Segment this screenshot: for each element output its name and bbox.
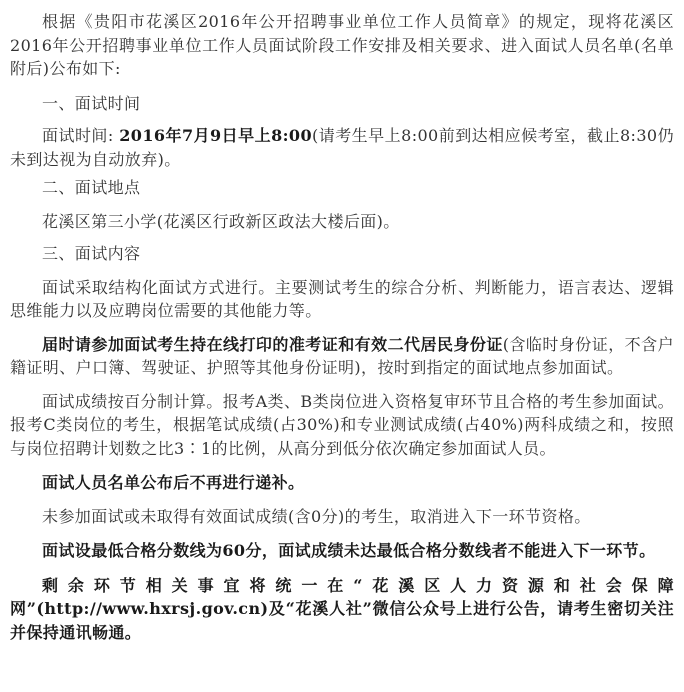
- min-score-paragraph: 面试设最低合格分数线为60分，面试成绩未达最低合格分数线者不能进入下一环节。: [42, 541, 656, 560]
- absent-rule-paragraph: 未参加面试或未取得有效面试成绩(含0分)的考生，取消进入下一环节资格。: [42, 506, 591, 526]
- id-requirement-rest: (含临时身份证，不含户籍证明、户口簿、驾驶证、护照等其他身份证明)，按时到指定的面试地点参加面试。: [10, 334, 674, 377]
- announcement-paragraph: 剩余环节相关事宜将统一在“花溪区人力资源和社会保障网”(http://www.hxrsj.gov.cn)及“花溪人社”微信公众号上进行公告，请考生密切关注并保持通讯畅通。: [10, 575, 674, 642]
- time-note: (请考生早上8:00前到达相应候考室，截止8:30仍未到达视为自动放弃)。: [10, 126, 674, 169]
- time-value: 2016年7月9日早上8:00: [119, 126, 312, 145]
- no-supplement-paragraph: 面试人员名单公布后不再进行递补。: [42, 473, 305, 492]
- section-heading-location: 二、面试地点: [42, 178, 141, 197]
- section-heading-time: 一、面试时间: [42, 93, 141, 113]
- id-requirement-paragraph: [10, 333, 674, 380]
- time-label: 面试时间:: [42, 126, 120, 145]
- id-requirement-bold: 届时请参加面试考生持在线打印的准考证和有效二代居民身份证: [42, 334, 503, 354]
- scoring-paragraph: 面试成绩按百分制计算。报考A类、B类岗位进入资格复审环节且合格的考生参加面试。报考C类岗位的考生，根据笔试成绩(占30%)和专业测试成绩(占40%)两科成绩之和，按照与岗位招聘计划数之比3∶1的比例，从高分到低分依次确定参加面试人员。: [10, 391, 674, 458]
- content-paragraph: 面试采取结构化面试方式进行。主要测试考生的综合分析、判断能力，语言表达、逻辑思维能力以及应聘岗位需要的其他能力等。: [10, 277, 674, 320]
- section-heading-content: 三、面试内容: [42, 244, 141, 263]
- location-paragraph: 花溪区第三小学(花溪区行政新区政法大楼后面)。: [42, 211, 400, 231]
- intro-paragraph: 根据《贵阳市花溪区2016年公开招聘事业单位工作人员简章》的规定，现将花溪区2016年公开招聘事业单位工作人员面试阶段工作安排及相关要求、进入面试人员名单(名单附后)公布如下:: [10, 12, 674, 78]
- interview-time-paragraph: [10, 124, 674, 171]
